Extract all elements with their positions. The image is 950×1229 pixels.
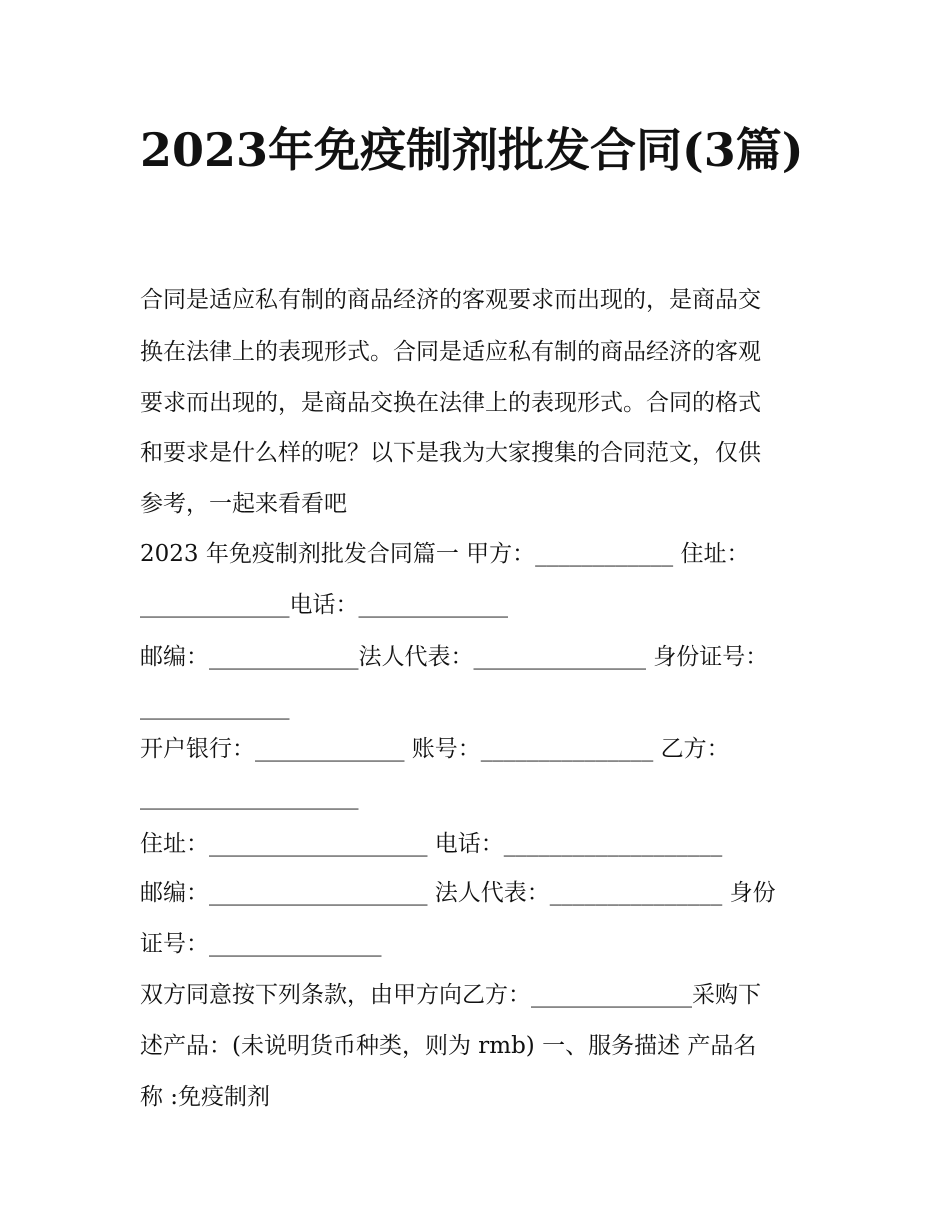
contract-line-12: 称 :免疫制剂 [140,1084,271,1110]
intro-line-3: 要求而出现的，是商品交换在法律上的表现形式。合同的格式 [140,390,761,416]
contract-line-5: 开户银行：_____________ 账号：_______________ 乙方： [140,736,730,762]
document-title: 2023年免疫制剂批发合同(3篇) [140,123,804,177]
contract-line-2: _____________电话：_____________ [140,592,508,618]
contract-line-6: ___________________ [140,784,359,810]
contract-line-1: 2023 年免疫制剂批发合同篇一 甲方：____________ 住址： [140,541,750,567]
contract-line-9: 证号：_______________ [140,931,382,957]
intro-line-4: 和要求是什么样的呢？以下是我为大家搜集的合同范文，仅供 [140,440,761,466]
contract-line-8: 邮编：___________________ 法人代表：_______________ 身份 [140,880,776,906]
contract-line-10: 双方同意按下列条款，由甲方向乙方：______________采购下 [140,982,761,1008]
contract-line-3: 邮编：_____________法人代表：_______________ 身份证号： [140,644,769,670]
contract-line-7: 住址：___________________ 电话：___________________ [140,831,723,857]
contract-line-11: 述产品：(未说明货币种类，则为 rmb) 一、服务描述 产品名 [140,1033,757,1059]
intro-line-5: 参考，一起来看看吧 [140,491,347,517]
intro-line-1: 合同是适应私有制的商品经济的客观要求而出现的，是商品交 [140,287,761,313]
contract-line-4: _____________ [140,694,290,720]
intro-line-2: 换在法律上的表现形式。合同是适应私有制的商品经济的客观 [140,339,761,365]
